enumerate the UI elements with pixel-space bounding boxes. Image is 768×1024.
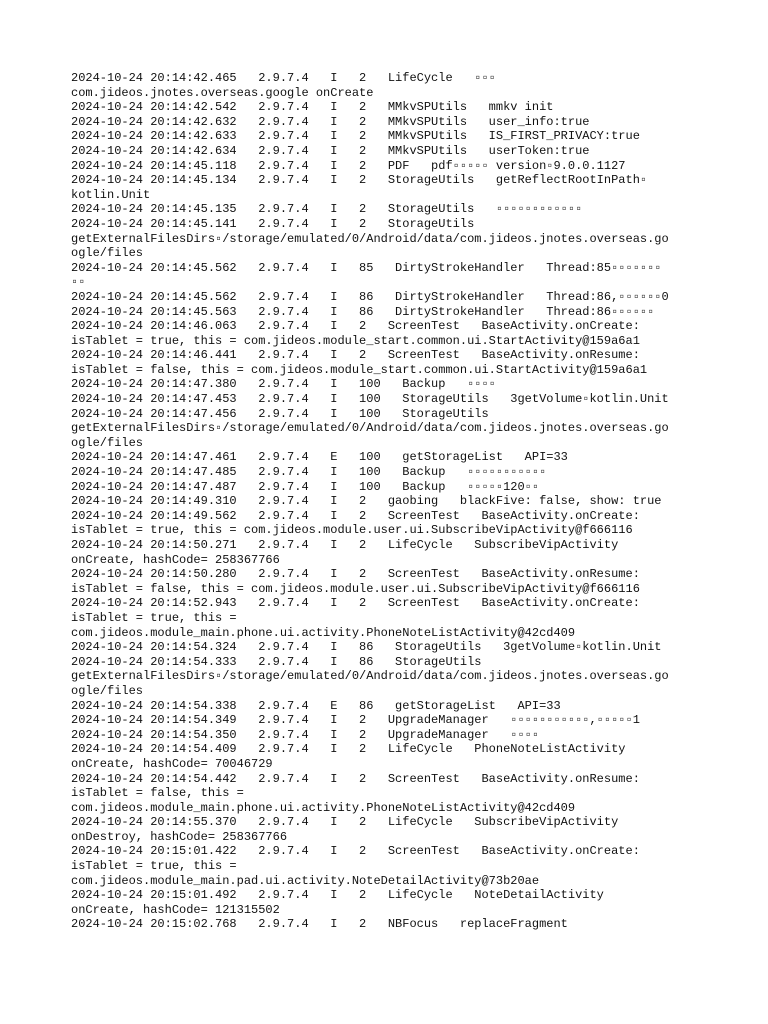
log-line: 2024-10-24 20:14:54.349 2.9.7.4 I 2 UpgradeManager ▫▫▫▫▫▫▫▫▫▫▫,▫▫▫▫▫1 (71, 713, 640, 728)
log-line: 2024-10-24 20:14:47.380 2.9.7.4 I 100 Backup ▫▫▫▫ (71, 377, 496, 392)
log-line: 2024-10-24 20:15:01.492 2.9.7.4 I 2 LifeCycle NoteDetailActivity (71, 888, 604, 903)
log-line: 2024-10-24 20:14:49.562 2.9.7.4 I 2 ScreenTest BaseActivity.onCreate: (71, 508, 640, 523)
log-line: 2024-10-24 20:14:54.350 2.9.7.4 I 2 UpgradeManager ▫▫▫▫ (71, 727, 540, 742)
log-line: onDestroy, hashCode= 258367766 (71, 829, 288, 844)
log-line: 2024-10-24 20:14:45.134 2.9.7.4 I 2 StorageUtils getReflectRootInPath▫ (71, 173, 648, 188)
log-line: 2024-10-24 20:14:42.542 2.9.7.4 I 2 MMkvSPUtils mmkv init (71, 100, 554, 115)
log-line: 2024-10-24 20:14:42.634 2.9.7.4 I 2 MMkvSPUtils userToken:true (71, 143, 590, 158)
log-line: 2024-10-24 20:14:42.465 2.9.7.4 I 2 LifeCycle ▫▫▫ (71, 71, 496, 85)
log-line: isTablet = false, this = com.jideos.module.user.ui.SubscribeVipActivity@f666116 (71, 581, 640, 596)
log-document (71, 71, 711, 932)
log-line: 2024-10-24 20:14:50.280 2.9.7.4 I 2 ScreenTest BaseActivity.onResume: (71, 567, 640, 582)
log-line: getExternalFilesDirs▫/storage/emulated/0/Android/data/com.jideos.jnotes.overseas.go (71, 669, 669, 684)
log-line: 2024-10-24 20:14:45.141 2.9.7.4 I 2 StorageUtils (71, 216, 475, 231)
log-line: 2024-10-24 20:14:45.562 2.9.7.4 I 85 DirtyStrokeHandler Thread:85▫▫▫▫▫▫▫ (71, 260, 662, 275)
log-line: onCreate, hashCode= 258367766 (71, 552, 280, 567)
log-line: 2024-10-24 20:14:45.563 2.9.7.4 I 86 DirtyStrokeHandler Thread:86▫▫▫▫▫▫ (71, 304, 655, 319)
log-line: 2024-10-24 20:14:54.333 2.9.7.4 I 86 StorageUtils (71, 654, 482, 669)
log-line: com.jideos.jnotes.overseas.google onCreate (71, 85, 374, 100)
log-line: isTablet = false, this = (71, 786, 244, 801)
log-line: kotlin.Unit (71, 187, 151, 202)
log-line: 2024-10-24 20:14:49.310 2.9.7.4 I 2 gaobing blackFive: false, show: true (71, 494, 662, 509)
log-line: getExternalFilesDirs▫/storage/emulated/0/Android/data/com.jideos.jnotes.overseas.go (71, 421, 669, 436)
log-line: 2024-10-24 20:14:54.409 2.9.7.4 I 2 LifeCycle PhoneNoteListActivity (71, 742, 626, 757)
log-line: isTablet = true, this = (71, 859, 237, 874)
log-line: 2024-10-24 20:14:47.456 2.9.7.4 I 100 StorageUtils (71, 406, 489, 421)
log-line: isTablet = true, this = (71, 610, 237, 625)
log-line: onCreate, hashCode= 70046729 (71, 756, 273, 771)
log-line: 2024-10-24 20:14:52.943 2.9.7.4 I 2 ScreenTest BaseActivity.onCreate: (71, 596, 640, 611)
log-line: 2024-10-24 20:14:50.271 2.9.7.4 I 2 LifeCycle SubscribeVipActivity (71, 538, 619, 552)
log-line: ▫▫ (71, 275, 86, 290)
log-line: ogle/files (71, 683, 144, 698)
log-line: 2024-10-24 20:14:42.632 2.9.7.4 I 2 MMkvSPUtils user_info:true (71, 114, 590, 129)
log-line: 2024-10-24 20:14:47.485 2.9.7.4 I 100 Backup ▫▫▫▫▫▫▫▫▫▫▫ (71, 465, 547, 480)
log-line: getExternalFilesDirs▫/storage/emulated/0/Android/data/com.jideos.jnotes.overseas.go (71, 231, 669, 246)
log-line: 2024-10-24 20:14:54.324 2.9.7.4 I 86 StorageUtils 3getVolume▫kotlin.Unit (71, 640, 662, 655)
log-lines (71, 71, 711, 932)
log-line: isTablet = false, this = com.jideos.module_start.common.ui.StartActivity@159a6a1 (71, 362, 648, 377)
log-line: com.jideos.module_main.phone.ui.activity.PhoneNoteListActivity@42cd409 (71, 625, 576, 640)
log-line: 2024-10-24 20:14:47.487 2.9.7.4 I 100 Backup ▫▫▫▫▫120▫▫ (71, 479, 540, 494)
log-line: com.jideos.module_main.phone.ui.activity.PhoneNoteListActivity@42cd409 (71, 800, 576, 815)
log-line: 2024-10-24 20:14:47.461 2.9.7.4 E 100 getStorageList API=33 (71, 450, 568, 465)
log-line: 2024-10-24 20:14:47.453 2.9.7.4 I 100 StorageUtils 3getVolume▫kotlin.Unit (71, 392, 669, 407)
log-line: 2024-10-24 20:14:45.562 2.9.7.4 I 86 DirtyStrokeHandler Thread:86,▫▫▫▫▫▫0 (71, 289, 669, 304)
log-line: 2024-10-24 20:15:01.422 2.9.7.4 I 2 ScreenTest BaseActivity.onCreate: (71, 844, 640, 859)
log-line: com.jideos.module_main.pad.ui.activity.NoteDetailActivity@73b20ae (71, 873, 540, 888)
log-line: isTablet = true, this = com.jideos.module.user.ui.SubscribeVipActivity@f666116 (71, 523, 633, 538)
log-line: 2024-10-24 20:14:46.441 2.9.7.4 I 2 ScreenTest BaseActivity.onResume: (71, 348, 640, 363)
log-line: 2024-10-24 20:14:54.442 2.9.7.4 I 2 ScreenTest BaseActivity.onResume: (71, 771, 640, 786)
log-line: ogle/files (71, 435, 144, 450)
log-line: 2024-10-24 20:14:45.118 2.9.7.4 I 2 PDF pdf▫▫▫▫▫ version▫9.0.0.1127 (71, 158, 626, 173)
log-line: 2024-10-24 20:14:45.135 2.9.7.4 I 2 StorageUtils ▫▫▫▫▫▫▫▫▫▫▫▫ (71, 202, 583, 217)
log-line: 2024-10-24 20:14:42.633 2.9.7.4 I 2 MMkvSPUtils IS_FIRST_PRIVACY:true (71, 129, 640, 144)
log-line: 2024-10-24 20:14:55.370 2.9.7.4 I 2 LifeCycle SubscribeVipActivity (71, 815, 619, 830)
log-line: ogle/files (71, 246, 144, 261)
log-line: 2024-10-24 20:14:54.338 2.9.7.4 E 86 getStorageList API=33 (71, 698, 561, 713)
log-line: 2024-10-24 20:14:46.063 2.9.7.4 I 2 ScreenTest BaseActivity.onCreate: (71, 319, 640, 334)
log-line: onCreate, hashCode= 121315502 (71, 902, 280, 917)
log-line: isTablet = true, this = com.jideos.module_start.common.ui.StartActivity@159a6a1 (71, 333, 640, 348)
log-line: 2024-10-24 20:15:02.768 2.9.7.4 I 2 NBFocus replaceFragment (71, 917, 568, 932)
